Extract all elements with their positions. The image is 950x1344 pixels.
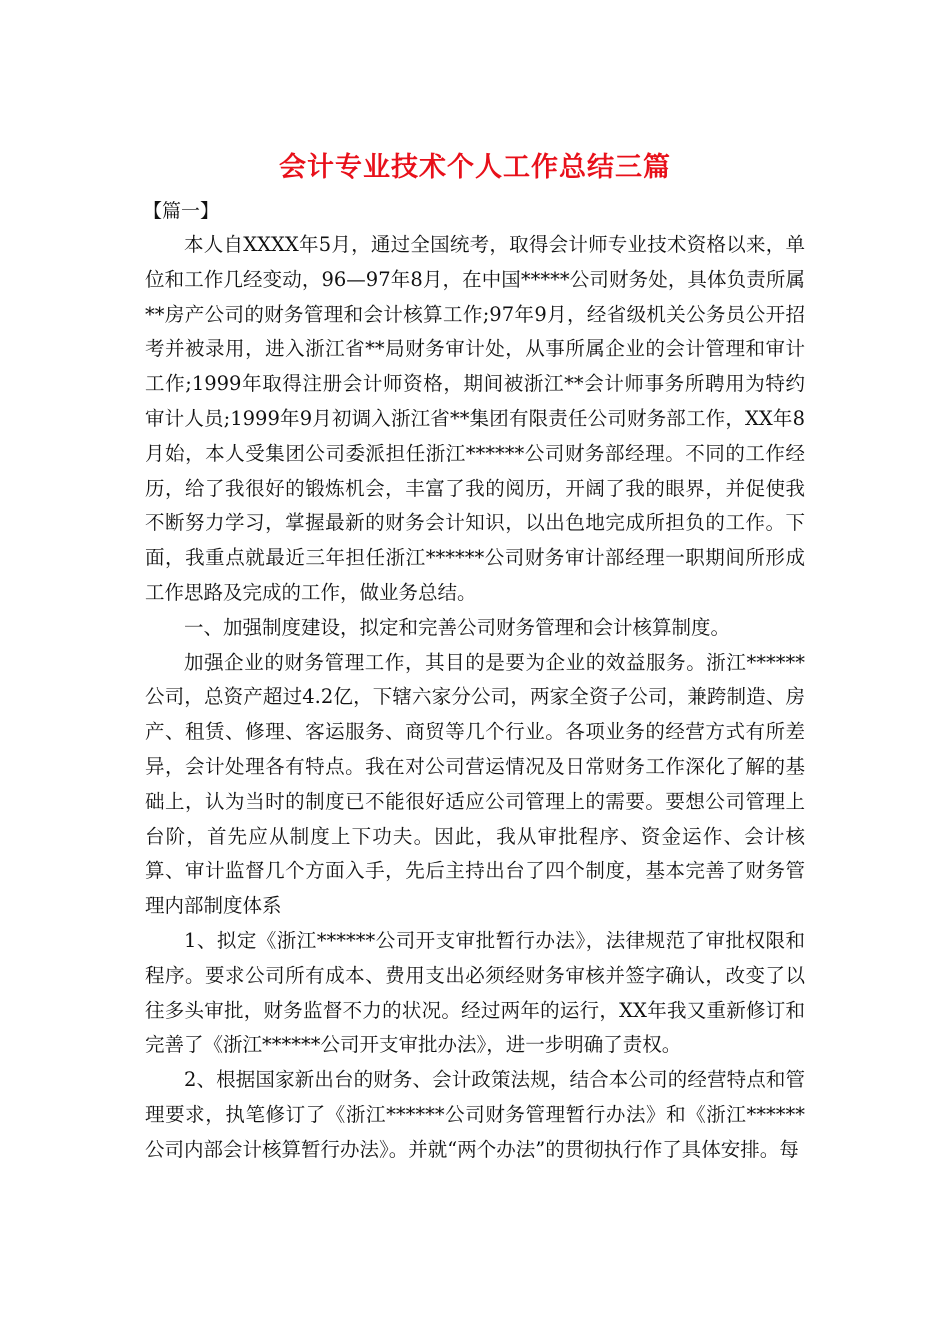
document-title: 会计专业技术个人工作总结三篇: [279, 152, 671, 183]
paragraph-management: 加强企业的财务管理工作，其目的是要为企业的效益服务。浙江******公司，总资产超过4.2亿，下辖六家分公司，两家全资子公司，兼跨制造、房产、租赁、修理、客运服务、商贸等几个行业。各项业务的经营方式有所差异，会计处理各有特点。我在对公司营运情况及日常财务工作深化了解的基础上，认为当时的制度已不能很好适应公司管理上的需要。要想公司管理上台阶，首先应从制度上下功夫。因此，我从审批程序、资金运作、会计核算、审计监督几个方面入手，先后主持出台了四个制度，基本完善了财务管理内部制度体系: [145, 650, 805, 918]
section-label: 【篇一】: [143, 200, 220, 222]
document-body: [145, 228, 805, 1168]
paragraph-item-2: 2、根据国家新出台的财务、会计政策法规，结合本公司的经营特点和管理要求，执笔修订了《浙江******公司财务管理暂行办法》和《浙江******公司内部会计核算暂行办法》。并就“两个办法”的贯彻执行作了具体安排。每: [145, 1068, 805, 1161]
paragraph-heading-1: 一、加强制度建设，拟定和完善公司财务管理和会计核算制度。: [184, 615, 731, 639]
paragraph-item-1: 1、拟定《浙江******公司开支审批暂行办法》，法律规范了审批权限和程序。要求公司所有成本、费用支出必须经财务审核并签字确认，改变了以往多头审批，财务监督不力的状况。经过两年的运行，XX年我又重新修订和完善了《浙江******公司开支审批办法》，进一步明确了责权。: [145, 928, 805, 1057]
paragraph-intro: 本人自XXXX年5月，通过全国统考，取得会计师专业技术资格以来，单位和工作几经变动，96—97年8月，在中国*****公司财务处，具体负责所属**房产公司的财务管理和会计核算工作;97年9月，经省级机关公务员公开招考并被录用，进入浙江省**局财务审计处，从事所属企业的会计管理和审计工作;1999年取得注册会计师资格，期间被浙江**会计师事务所聘用为特约审计人员;1999年9月初调入浙江省**集团有限责任公司财务部工作，XX年8月始，本人受集团公司委派担任浙江******公司财务部经理。不同的工作经历，给了我很好的锻炼机会，丰富了我的阅历，开阔了我的眼界，并促使我不断努力学习，掌握最新的财务会计知识，以出色地完成所担负的工作。下面，我重点就最近三年担任浙江******公司财务审计部经理一职期间所形成工作思路及完成的工作，做业务总结。: [145, 233, 805, 604]
